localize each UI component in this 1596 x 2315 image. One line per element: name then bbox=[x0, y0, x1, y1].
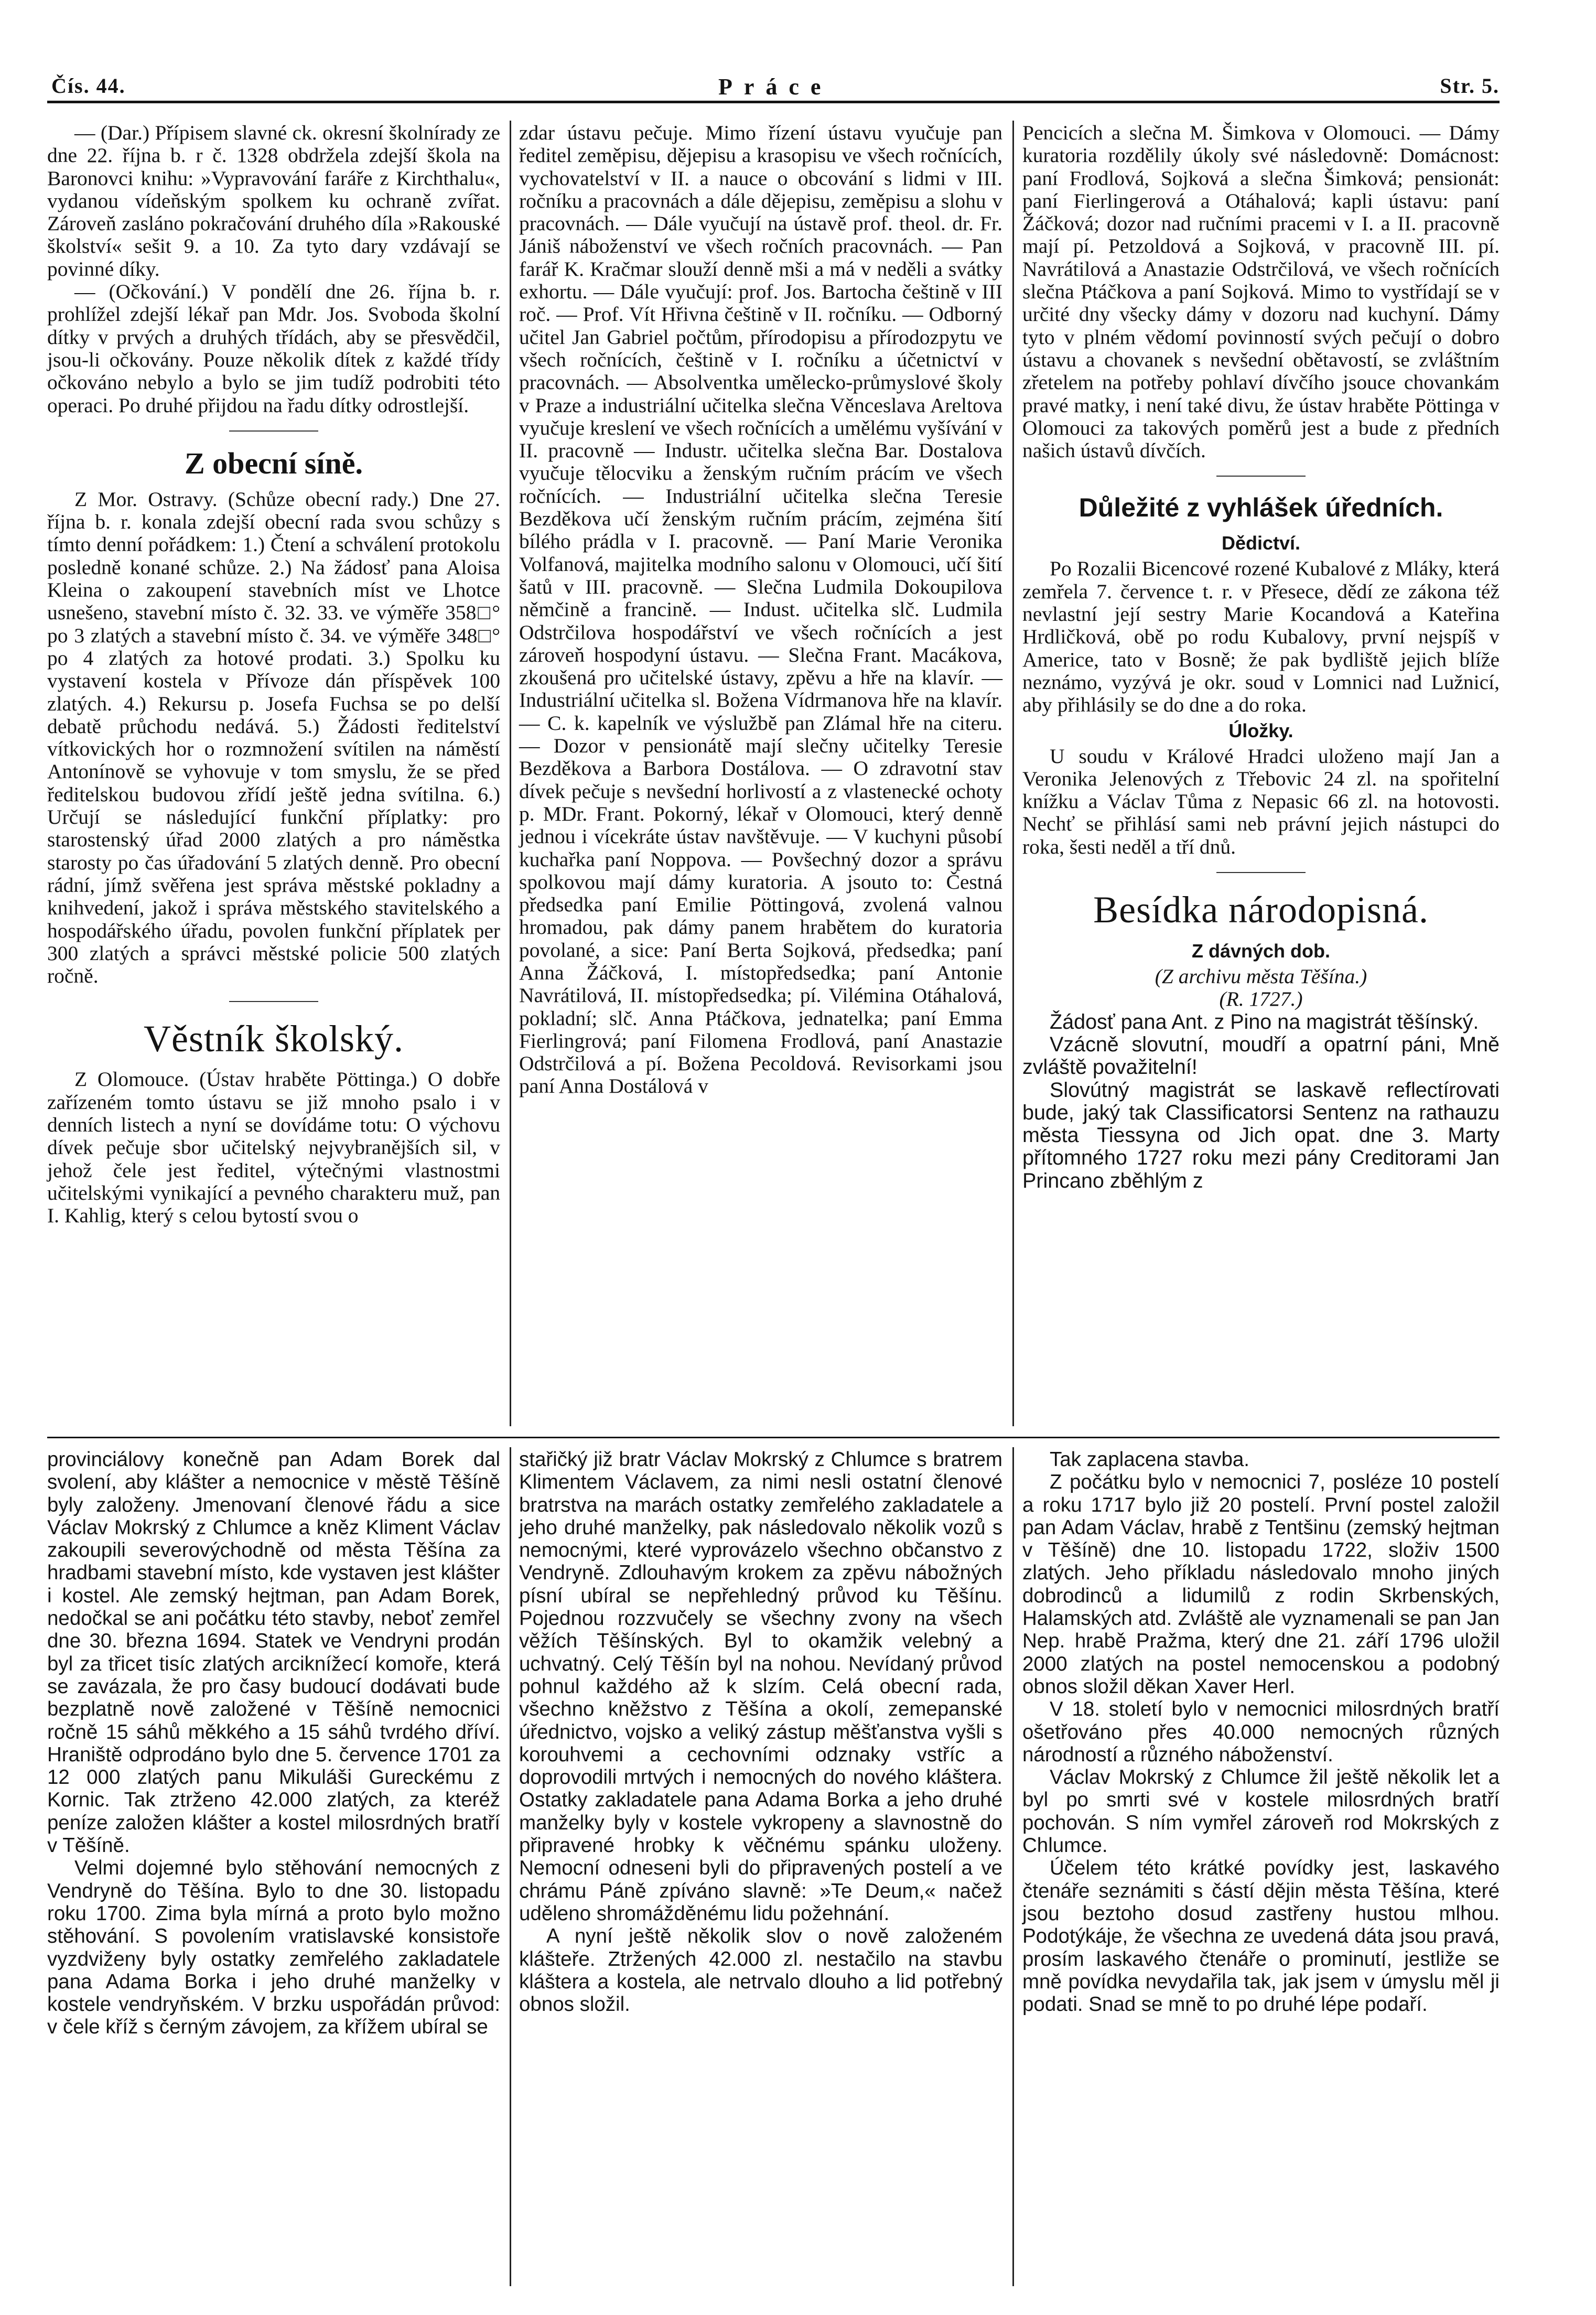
bottom-column-2 bbox=[519, 1448, 1002, 2016]
subheading-dedictvi: Dědictví. bbox=[1221, 532, 1301, 554]
column-divider bbox=[510, 121, 511, 1426]
page-number: Str. 5. bbox=[1440, 74, 1500, 98]
article-olomouc-end: Pencicích a slečna M. Šimkova v Olomouci. — Dámy kuratoria rozdělily úkoly své následovně: Domácnost: paní Frodlová, Sojková a slečna Šimková; pensionát: paní Fierlingerová a Otáhalová; kapli ústavu: paní Žáčková; dozor nad ručními pracemi v I. a II. pracovně mají pí. Petzoldová a Sojková, v pracovně III. pí. Navrátilová a Anastazie Odstrčilová, ve všech ročnících slečna Ptáčkova a paní Sojková. Mimo to vystřídají se v určité dny všecky dámy v dozoru nad kuchyní. Dámy tyto v plném vědomí povinností svých pečují o dobro ústavu a chovanek s nevšední obětavostí, se zvláštním zřetelem na potřeby pohlaví dívčího jsouce chovankám pravé matky, i není také divu, že ústav hraběte Pöttinga v Olomouci za takových poměrů jest a bude z předních našich ústavů dívčích. bbox=[1022, 121, 1500, 462]
section-rule bbox=[47, 1437, 1500, 1438]
article-mor-ostrava: Z Mor. Ostravy. (Schůze obecní rady.) Dne 27. října b. r. konala zdejší obecní rada svou schůzy s tímto denní pořádkem: 1.) Čtení a schválení protokolu posledně konané schůze. 2.) Na žádosť pana Aloisa Kleina o zakoupení stavebních míst ve Lhotce usnešeno, stavební místo č. 32. 33. ve výměře 358□° po 3 zlatých a stavební místo č. 34. ve výměře 348□° po 4 zlatých za hotové prodati. 3.) Spolku ku vystavení kostela v Přívoze dán příspěvek 100 zlatých. 4.) Rekursu p. Josefa Fuchsa se po delší debatě průchodu nedává. 5.) Žádosti ředitelství vítkovických hor o rozmnožení svítilen na náměstí Antonínově se vyhovuje v tom smyslu, že se před ředitelskou budovou zřídí ještě jedna svítilna. 6.) Určují se následující funkční příplatky: pro starostenský úřad 2000 zlatých a pro náměstka starosty po čas úřadování 5 zlatých denně. Pro obecní rádní, jímž svěřena jest správa městské pokladny a knihvedení, jakož i správa městského stavitelského a hospodářského úřadu, povolen funkční příplatek per 300 zlatých a správci městské policie 500 zlatých ročně. bbox=[47, 487, 500, 988]
section-divider bbox=[229, 430, 318, 432]
caption-archiv: (Z archivu města Těšína.) bbox=[1155, 965, 1367, 988]
article-ockovani: — (Očkování.) V pondělí dne 26. října b. r. prohlížel zdejší lékař pan Mdr. Jos. Svoboda školní dítky v prvých a druhých třídách, aby se přesvědčil, jsou-li očkovány. Pouze několik dítek z každé třídy očkováno nebylo a bylo se jim tudíž podrobiti této operaci. Po druhé přijdou na řadu dítky odrostlejší. bbox=[47, 280, 500, 417]
header-rule bbox=[47, 101, 1500, 103]
heading-vyhlasky: Důležité z vyhlášek úředních. bbox=[1079, 493, 1443, 523]
section-divider bbox=[1216, 476, 1306, 477]
story-part-6: Z počátku bylo v nemocnici 7, posléze 10 postelí a roku 1717 bylo již 20 postelí. První postel založil pan Adam Václav, hrabě z Tentšinu (zemský hejtman v Těšíně) dne 10. listopadu 1722, složiv 1500 zlatých. Jeho příkladu následovalo mnoho jiných dobrodinců a lidumilů z rodin Skrbenských, Halamských atd. Zvláště ale vyznamenali se pan Jan Nep. hrabě Pražma, který dne 21. září 1796 uložil 2000 zlatých na postel nemocenskou a podobný obnos složil děkan Xaver Herl. bbox=[1022, 1471, 1500, 1698]
newspaper-title: Práce bbox=[718, 74, 833, 100]
issue-number: Čís. 44. bbox=[51, 74, 126, 98]
story-part-2: Velmi dojemné bylo stěhování nemocných z Vendryně do Těšína. Bylo to dne 30. listopadu roku 1700. Zima byla mírná a proto bylo možno stěhování. S povolením vratislavské konsistoře vyzdviženy byly ostatky zemřelého zakladatele pana Adama Borka i jeho druhé manželky v kostele vendryňském. V brzku uspořádán průvod: v čele kříž s černým závojem, za křížem ubíral se bbox=[47, 1857, 500, 2039]
article-olomouc: Z Olomouce. (Ústav hraběte Pöttinga.) O dobře zařízeném tomto ústavu se již mnoho psalo i v denních listech a nyní se dovídáme totu: O výchovu dívek pečuje sbor učitelský nejvybranějších sil, v jehož čele jest ředitel, výtečnými vlastnostmi učitelskými vynikající a pevného charakteru muž, pan I. Kahlig, který s celou bytostí svou o bbox=[47, 1068, 500, 1228]
story-part-4: A nyní ještě několik slov o nově založeném klášteře. Ztržených 42.000 zl. nestačilo na stavbu kláštera a kostela, ale netrvalo dlouho a lid potřebný obnos složil. bbox=[519, 1925, 1002, 2016]
column-2 bbox=[519, 122, 1002, 1098]
caption-year: (R. 1727.) bbox=[1219, 987, 1303, 1011]
story-part-7: V 18. století bylo v nemocnici milosrdných bratří ošetřováno přes 40.000 nemocných různých národností a různého náboženství. bbox=[1022, 1698, 1500, 1766]
column-3 bbox=[1022, 122, 1500, 1192]
petition-salutation: Vzácně slovutní, moudří a opatrní páni, Mně zvláště považitelní! bbox=[1022, 1032, 1500, 1079]
bottom-column-3 bbox=[1022, 1448, 1500, 2016]
story-part-8: Václav Mokrský z Chlumce žil ještě několik let a byl po smrti své v kostele milosrdných bratří pochován. S ním vymřel zároveň rod Mokrských z Chlumce. bbox=[1022, 1766, 1500, 1857]
heading-obecni-sin: Z obecní síně. bbox=[185, 446, 363, 480]
petition-text: Slovútný magistrát se laskavě reflectírovati bude, jaký tak Classificatorsi Sentenz na rathauzu města Tiessyna od Jich opat. dne 3. Marty přítomného 1727 roku mezi pány Creditorami Jan Princano zběhlým z bbox=[1022, 1078, 1500, 1192]
story-part-5: Tak zaplacena stavba. bbox=[1050, 1448, 1249, 1471]
subheading-davne-doby: Z dávných dob. bbox=[1191, 940, 1331, 962]
bottom-column-1 bbox=[47, 1448, 500, 2039]
notice-dedictvi: Po Rozalii Bicencové rozené Kubalové z Mláky, která zemřela 7. července t. r. v Přesece, dědí ze zákona též nevlastní její sestry Marie Kocandová a Kateřina Hrdličková, obě po rodu Kubalovy, první nejspíš v Americe, tato v Bosně; že pak bydliště jejich blíže neznámo, vyzývá je okr. soud v Lomnici nad Lužnicí, aby přihlásily se do dne a do roka. bbox=[1022, 557, 1500, 717]
story-part-3: stařičký již bratr Václav Mokrský z Chlumce s bratrem Klimentem Václavem, za nimi nesli ostatní členové bratrstva na marách ostatky zemřelého zakladatele a jeho druhé manželky, pak následovalo několik vozů s nemocnými, které vyprovázelo všechno občanstvo z Vendryně. Zdlouhavým krokem za zpěvu nábožných písní ubíral se nepřehledný průvod ku Těšínu. Pojednou rozzvučely se všechny zvony na všech věžích Těšínských. Byl to okamžik velebný a uchvatný. Celý Těšín byl na nohou. Nevídaný průvod pohnul každého až k slzím. Celá obecní rada, všechno kněžstvo z Těšína a okolí, zemepanské úřednictvo, vojsko a veliký zástup měšťanstva vyšli s korouhvemi a cechovními odznaky vstříc a doprovodili mrtvých i nemocných do nového kláštera. Ostatky zakladatele pana Adama Borka a jeho druhé manželky byly v kostele vykropeny a slavnostně do připravené hrobky k věčnému spánku uloženy. Nemocní odneseni byli do připravených postelí a ve chrámu Páně zpíváno slavně: »Te Deum,« načež uděleno shromážděnému lidu požehnání. bbox=[519, 1448, 1002, 1925]
subheading-ulozky: Úložky. bbox=[1228, 719, 1293, 741]
column-divider bbox=[510, 1447, 511, 2286]
column-1 bbox=[47, 122, 500, 1227]
article-dar: — (Dar.) Přípisem slavné ck. okresní školnírady ze dne 22. října b. r č. 1328 obdržela zdejší škola na Baronovci knihu: »Vypravování faráře z Kirchthalu«, vydanou vídeňským spolkem ku ochraně zvířat. Zároveň zasláno pokračování druhého díla »Rakouské školství« sešit 9. a 10. Za tyto dary vzdávají se povinné díky. bbox=[47, 121, 500, 281]
story-part-1: provinciálovy konečně pan Adam Borek dal svolení, aby klášter a nemocnice v městě Těšíně byly založeny. Jmenovaní členové řádu a sice Václav Mokrský z Chlumce a kněz Kliment Václav zakoupili severovýchodně od města Těšína za hradbami stavební místo, kde vystaven jest klášter i kostel. Ale zemský hejtman, pan Adam Borek, nedočkal se ani počátku této stavby, neboť zemřel dne 30. března 1694. Statek ve Vendryni prodán byl za třicet tisíc zlatých arciknížecí komoře, která se zavázala, že pro časy budoucí dodávati bude bezplatně nově založené v Těšíně nemocnici ročně 15 sáhů měkkého a 15 sáhů tvrdého dříví. Hraniště odprodáno bylo dne 5. července 1701 za 12 000 zlatých panu Mikuláši Gureckému z Kornic. Tak ztrženo 42.000 zlatých, za kteréž peníze založen klášter a kostel milosrdných bratří v Těšíně. bbox=[47, 1448, 500, 1857]
article-olomouc-continued: zdar ústavu pečuje. Mimo řízení ústavu vyučuje pan ředitel zeměpisu, dějepisu a krasopisu ve všech ročnících, vychovatelství v II. a nauce o obcování s lidmi v III. ročníku a pracovnách a dále dějepisu, zeměpisu a slohu v pracovnách. — Dále vyučují na ústavě prof. theol. dr. Fr. Jániš náboženství ve všech ročních pracovnách. — Pan farář K. Kračmar slouží denně mši a má v neděli a svátky exhortu. — Dále vyučují: prof. Jos. Bartocha češtině v III roč. — Prof. Vít Hřivna češtině v II. ročníku. — Odborný učitel Jan Gabriel počtům, přírodopisu a přírodozpytu ve všech ročnících, češtině v I. ročníku a účetnictví v pracovnách. — Absolventka umělecko-průmyslové školy v Praze a industriální učitelka slečna Věnceslava Areltova vyučuje kreslení ve všech ročnících a umělému vyšívání v II. pracovně — Industr. učitelka slečna Bar. Dostalova vyučuje tělocviku a ženským ručním prácím ve všech ročnících. — Industriální učitelka slečna Teresie Bezděkova učí ženským ručním prácím, zejména šití bílého prádla v I. pracovně. — Paní Marie Veronika Volfanová, majitelka modního salonu v Olomouci, učí šití šatů v III. pracovně. — Slečna Ludmila Dokoupilova němčině a francině. — Indust. učitelka slč. Ludmila Odstrčilova hospodářství ve všech ročnících a jest zároveň hospodyní ústavu. — Slečna Frant. Macákova, zkoušená pro učitelské ústavy, zpěvu a hře na klavír. — Industriální učitelka sl. Božena Vídrmanova hře na klavír. — C. k. kapelník ve výslužbě pan Zlámal hře na citeru. — Dozor v pensionátě mají slečny učitelky Teresie Bezděkova a Barbora Dostálova. — O zdravotní stav dívek pečuje s nevšední horlivostí a z vlastenecké ochoty p. MDr. Frant. Pokorný, lékař v Olomouci, který denně jednou i vícekráte ústav navštěvuje. — V kuchyni působí kuchařka paní Noppova. — Povšechný dozor a správu spolkovou mají dámy kuratoria. A jsouto to: Čestná předsedka paní Emilie Pöttingová, zvolená valnou hromadou, pak dámy panem hrabětem do kuratoria povolané, a sice: Paní Berta Sojková, předsedka; paní Anna Žáčková, I. místopředsedka; paní Antonie Navrátilová, II. místopředsedka; pí. Vilémina Otáhalová, pokladní; slč. Anna Ptáčkova, jednatelka; paní Emma Fierlingrová; paní Filomena Frodlová, paní Anastazie Odstrčilová a pí. Božena Pecoldová. Revisorkami jsou paní Anna Dostálová v bbox=[519, 121, 1002, 1098]
petition-title: Žádosť pana Ant. z Pino na magistrát těšínský. bbox=[1050, 1010, 1479, 1033]
page-header bbox=[47, 73, 1500, 105]
heading-besidka: Besídka národopisná. bbox=[1093, 889, 1429, 931]
notice-ulozky: U soudu v Králové Hradci uloženo mají Jan a Veronika Jelenových z Třebovic 24 zl. na spořitelní knížku a Václav Tůma z Nepasic 66 zl. na hotovosti. Nechť se přihlásí sami neb právní jejich nástupci do roka, šesti neděl a tří dnů. bbox=[1022, 744, 1500, 858]
heading-vestnik-skolsky: Věstník školský. bbox=[143, 1018, 404, 1060]
section-divider bbox=[1216, 872, 1306, 873]
section-divider bbox=[229, 1001, 318, 1002]
column-divider bbox=[1012, 121, 1014, 1426]
story-part-9: Účelem této krátké povídky jest, laskavého čtenáře seznámiti s částí dějin města Těšína, které jsou beztoho dosud zastřeny hustou mlhou. Podotýkáje, že všechna ze uvedená dáta jsou pravá, prosím laskavého čtenáře o prominutí, jestliže se mně povídka nevydařila tak, jak jsem v úmyslu měl ji podati. Snad se mně to po druhé lépe podaří. bbox=[1022, 1857, 1500, 2016]
column-divider bbox=[1012, 1447, 1014, 2286]
